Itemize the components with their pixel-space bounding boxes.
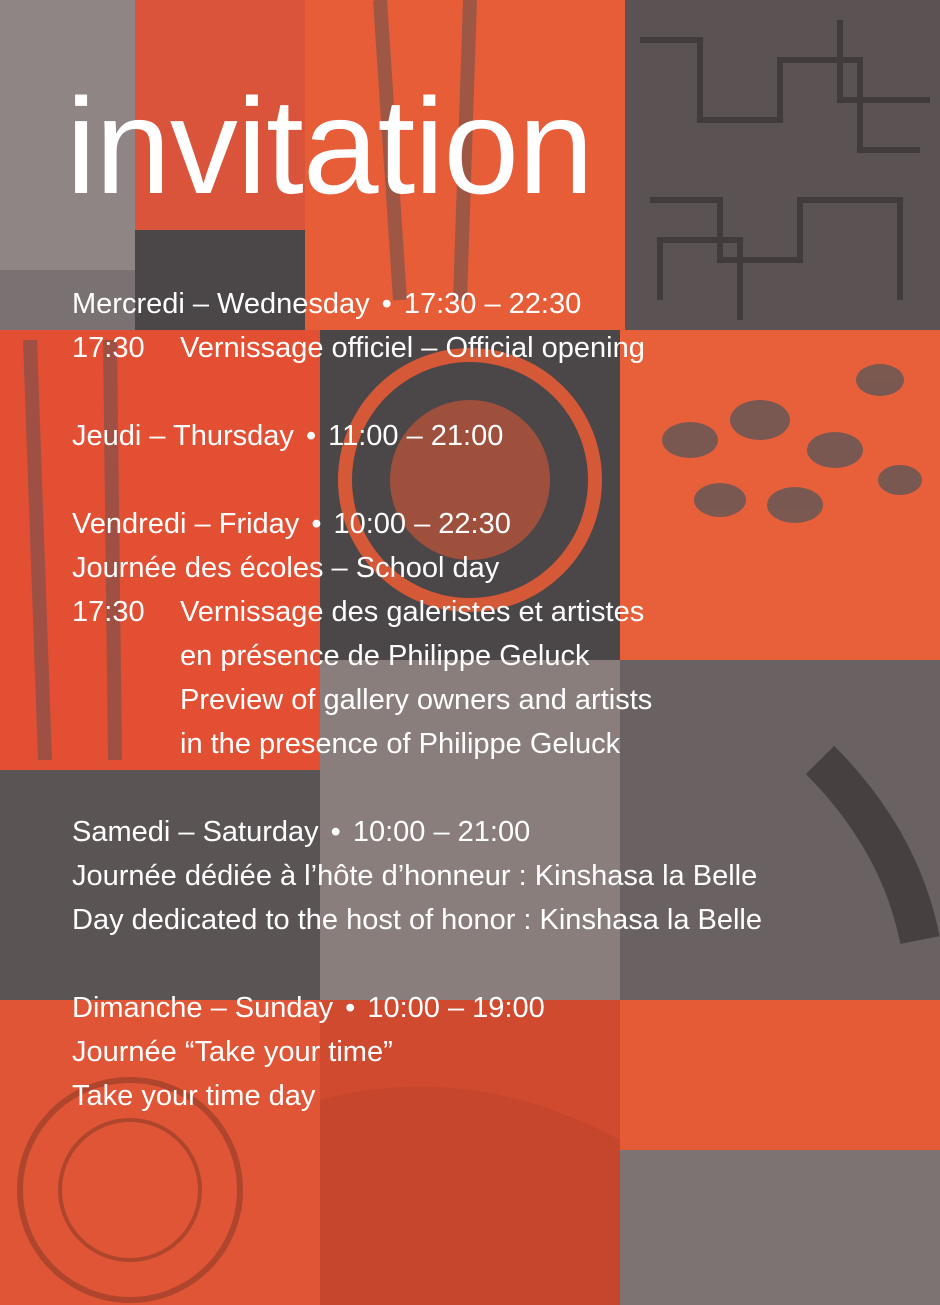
day-hours: 10:00 – 19:00 <box>367 992 545 1024</box>
schedule-line: en présence de Philippe Geluck <box>180 640 590 672</box>
bullet: • <box>305 420 317 452</box>
schedule-line: Preview of gallery owners and artists <box>180 684 653 716</box>
schedule-line: in the presence of Philippe Geluck <box>180 728 621 760</box>
day-hours: 10:00 – 22:30 <box>333 508 511 540</box>
page-title: invitation <box>66 70 593 222</box>
day-name: Jeudi – Thursday <box>72 420 294 452</box>
bullet: • <box>311 508 322 540</box>
day-name: Dimanche – Sunday <box>72 992 334 1024</box>
schedule-line: Journée “Take your time” <box>72 1036 393 1068</box>
bullet: • <box>345 992 356 1024</box>
day-heading-friday <box>72 502 932 546</box>
event-text: Vernissage des galeristes et artistes <box>180 596 645 628</box>
event-time: 17:30 <box>72 332 145 364</box>
schedule-line: Take your time day <box>72 1080 316 1112</box>
day-heading-saturday <box>72 810 932 854</box>
bullet: • <box>330 816 341 848</box>
schedule-line: Journée dédiée à l’hôte d’honneur : Kinshasa la Belle <box>72 860 758 892</box>
schedule-line: Journée des écoles – School day <box>72 552 500 584</box>
day-heading-wednesday <box>72 282 932 326</box>
schedule-line: Day dedicated to the host of honor : Kinshasa la Belle <box>72 904 762 936</box>
day-name: Mercredi – Wednesday <box>72 288 370 320</box>
schedule-line <box>72 326 932 370</box>
day-heading-sunday <box>72 986 932 1030</box>
schedule <box>72 282 932 1118</box>
day-hours: 11:00 – 21:00 <box>328 420 504 452</box>
event-time: 17:30 <box>72 596 145 628</box>
event-text: Vernissage officiel – Official opening <box>180 332 645 364</box>
bullet: • <box>381 288 392 320</box>
day-name: Samedi – Saturday <box>72 816 319 848</box>
day-hours: 17:30 – 22:30 <box>403 288 582 320</box>
day-hours: 10:00 – 21:00 <box>352 816 531 848</box>
schedule-line <box>72 590 932 634</box>
day-heading-thursday <box>72 414 932 458</box>
day-name: Vendredi – Friday <box>72 508 300 540</box>
